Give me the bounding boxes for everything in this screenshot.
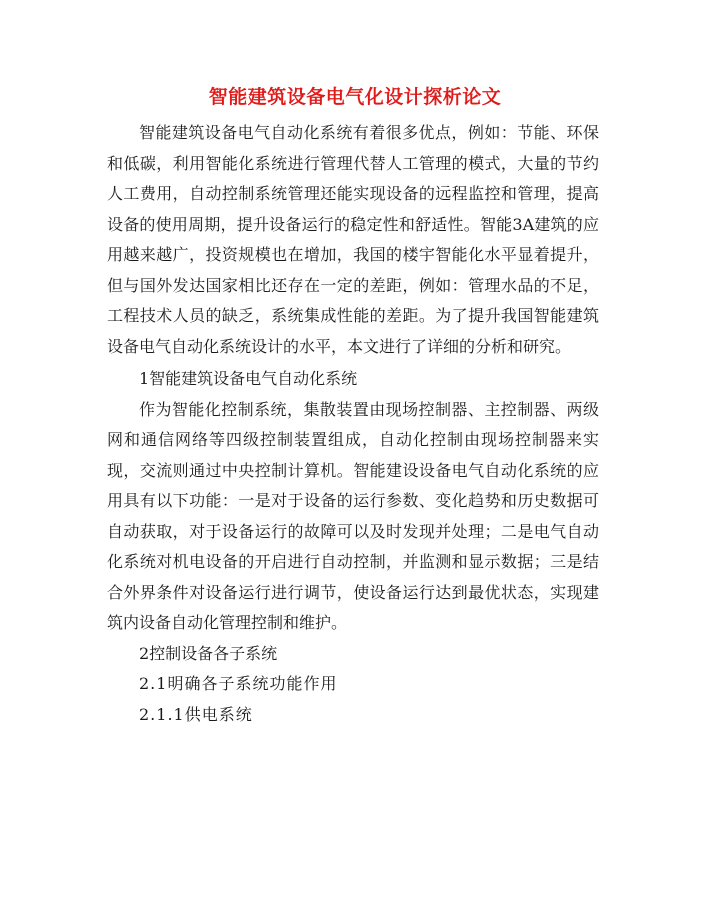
document-body: [107, 118, 599, 730]
section-heading-2-1-1: 2.1.1供电系统: [139, 704, 253, 724]
section-heading-2-1: 2.1明确各子系统功能作用: [139, 674, 338, 693]
section-heading-1: 1智能建筑设备电气自动化系统: [139, 369, 358, 388]
document-title: 智能建筑设备电气化设计探析论文: [208, 86, 502, 108]
intro-paragraph: 智能建筑设备电气自动化系统有着很多优点，例如：节能、环保和低碳，利用智能化系统进行管理代替人工管理的模式，大量的节约人工费用，自动控制系统管理还能实现设备的远程监控和管理，提高设备的使用周期，提升设备运行的稳定性和舒适性。智能3A建筑的应用越来越广，投资规模也在增加，我国的楼宇智能化水平显着提升，但与国外发达国家相比还存在一定的差距，例如：管理水品的不足，工程技术人员的缺乏，系统集成性能的差距。为了提升我国智能建筑设备电气自动化系统设计的水平，本文进行了详细的分析和研究。: [107, 123, 599, 356]
section1-paragraph: 作为智能化控制系统，集散装置由现场控制器、主控制器、两级网和通信网络等四级控制装置组成，自动化控制由现场控制器来实现，交流则通过中央控制计算机。智能建设设备电气自动化系统的应用具有以下功能：一是对于设备的运行参数、变化趋势和历史数据可自动获取，对于设备运行的故障可以及时发现并处理；二是电气自动化系统对机电设备的开启进行自动控制，并监测和显示数据；三是结合外界条件对设备运行进行调节，使设备运行达到最优状态，实现建筑内设备自动化管理控制和维护。: [107, 399, 599, 632]
section-heading-2: 2控制设备各子系统: [139, 643, 278, 663]
